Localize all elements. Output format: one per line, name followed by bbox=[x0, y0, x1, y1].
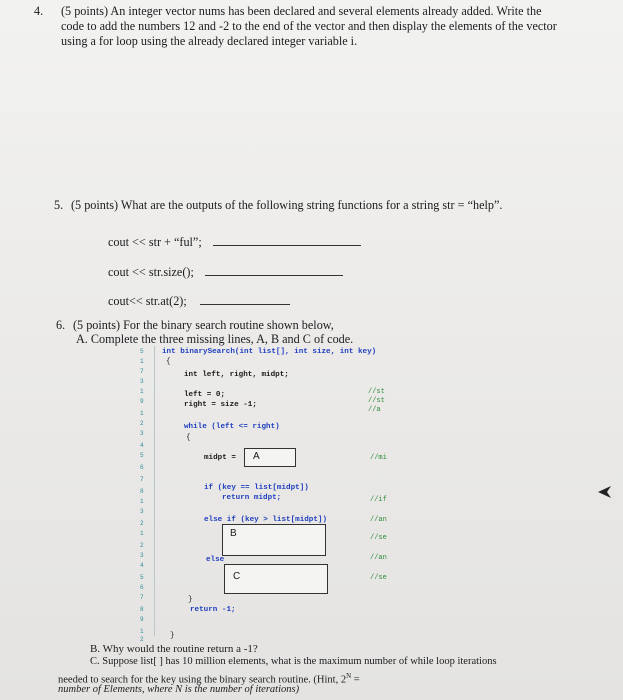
line-number: 6 bbox=[140, 584, 144, 591]
line-number: 1 bbox=[140, 628, 144, 635]
code-comment: //if bbox=[370, 496, 387, 504]
else-statement: else bbox=[206, 556, 225, 564]
line-number: 7 bbox=[140, 368, 144, 375]
line-number: 4 bbox=[140, 562, 144, 569]
return-negative: return -1; bbox=[190, 606, 236, 614]
while-brace: { bbox=[186, 434, 191, 442]
code-comment: //se bbox=[370, 534, 387, 542]
line-number: 8 bbox=[140, 606, 144, 613]
part-c-equals: = bbox=[351, 674, 360, 686]
question-6-part-b: B. Why would the routine return a -1? bbox=[90, 643, 258, 655]
code-comment: //an bbox=[370, 554, 387, 562]
answer-blank-2[interactable] bbox=[205, 264, 343, 276]
code-comment: //st bbox=[368, 388, 385, 396]
code-listing bbox=[140, 344, 400, 643]
answer-box-b[interactable] bbox=[222, 524, 326, 556]
question-6-part-c-line-1: C. Suppose list[ ] has 10 million elements, what is the maximum number of while loop iterations bbox=[90, 656, 497, 667]
midpt-assignment: midpt = bbox=[204, 454, 236, 462]
return-midpt: return midpt; bbox=[222, 494, 282, 502]
line-number: 5 bbox=[140, 452, 144, 459]
line-number: 6 bbox=[140, 464, 144, 471]
close-while-brace: } bbox=[188, 596, 193, 604]
line-number: 2 bbox=[140, 520, 144, 527]
open-brace: { bbox=[166, 358, 171, 366]
question-5-code-3: cout<< str.at(2); bbox=[108, 294, 187, 308]
mouse-pointer-icon bbox=[598, 486, 612, 498]
answer-box-a[interactable] bbox=[244, 448, 296, 467]
question-5-code-2: cout << str.size(); bbox=[108, 265, 194, 279]
question-5-item-1 bbox=[108, 234, 361, 249]
question-6-number: 6. bbox=[56, 318, 66, 332]
part-c-hint-text: needed to search for the key using the binary search routine. (Hint, 2 bbox=[58, 674, 347, 686]
question-5-prompt: (5 points) What are the outputs of the following string functions for a string str = “help”. bbox=[71, 198, 503, 212]
line-number: 1 bbox=[140, 530, 144, 537]
variable-declaration: int left, right, midpt; bbox=[184, 371, 289, 379]
code-comment: //mi bbox=[370, 454, 387, 462]
question-5-item-2 bbox=[108, 264, 343, 279]
left-init: left = 0; bbox=[184, 391, 226, 399]
question-5-code-1: cout << str + “ful”; bbox=[108, 235, 202, 249]
line-number: 1 bbox=[140, 388, 144, 395]
code-comment: //se bbox=[370, 574, 387, 582]
question-4-line-2: code to add the numbers 12 and -2 to the end of the vector and then display the elements of the vector bbox=[61, 19, 557, 33]
line-number: 3 bbox=[140, 508, 144, 515]
answer-box-c[interactable] bbox=[224, 564, 328, 594]
line-number: 2 bbox=[140, 542, 144, 549]
close-function-brace: } bbox=[170, 632, 175, 640]
code-comment: //an bbox=[370, 516, 387, 524]
gutter-divider bbox=[154, 346, 155, 636]
answer-box-b-label: B bbox=[230, 528, 237, 539]
line-number: 7 bbox=[140, 476, 144, 483]
line-number: 2 bbox=[140, 420, 144, 427]
code-comment: //a bbox=[368, 406, 381, 414]
answer-blank-3[interactable] bbox=[200, 293, 290, 305]
code-comment: //st bbox=[368, 397, 385, 405]
line-number: 1 bbox=[140, 498, 144, 505]
answer-blank-1[interactable] bbox=[213, 234, 361, 246]
else-if-statement: else if (key > list[midpt]) bbox=[204, 516, 328, 524]
line-number: 5 bbox=[140, 574, 144, 581]
question-4-line-1: (5 points) An integer vector nums has been declared and several elements already added. Write the bbox=[61, 4, 542, 18]
question-4-number: 4. bbox=[34, 4, 44, 18]
line-number: 8 bbox=[140, 488, 144, 495]
line-number: 3 bbox=[140, 430, 144, 437]
line-number: 7 bbox=[140, 594, 144, 601]
line-number: 5 bbox=[140, 348, 144, 355]
question-5-item-3 bbox=[108, 293, 290, 308]
function-signature: int binarySearch(int list[], int size, int key) bbox=[162, 348, 377, 356]
if-statement: if (key == list[midpt]) bbox=[204, 484, 309, 492]
part-c-exponent: N bbox=[346, 672, 352, 680]
question-6-part-a: A. Complete the three missing lines, A, B and C of code. bbox=[76, 332, 354, 346]
line-number: 3 bbox=[140, 378, 144, 385]
question-4-line-3: using a for loop using the already declared integer variable i. bbox=[61, 34, 358, 48]
question-6-part-c-line-3: number of Elements, where N is the number of iterations) bbox=[58, 684, 300, 695]
line-number: 3 bbox=[140, 552, 144, 559]
line-number: 4 bbox=[140, 442, 144, 449]
right-init: right = size -1; bbox=[184, 401, 257, 409]
line-number: 9 bbox=[140, 616, 144, 623]
answer-box-a-label: A bbox=[253, 451, 260, 462]
line-number: 1 bbox=[140, 358, 144, 365]
answer-box-c-label: C bbox=[233, 571, 241, 582]
line-number: 9 bbox=[140, 398, 144, 405]
question-6-prompt: (5 points) For the binary search routine shown below, bbox=[73, 318, 334, 332]
line-number: 2 bbox=[140, 636, 144, 643]
question-5-number: 5. bbox=[54, 198, 64, 212]
line-number: 1 bbox=[140, 410, 144, 417]
while-statement: while (left <= right) bbox=[184, 423, 280, 431]
